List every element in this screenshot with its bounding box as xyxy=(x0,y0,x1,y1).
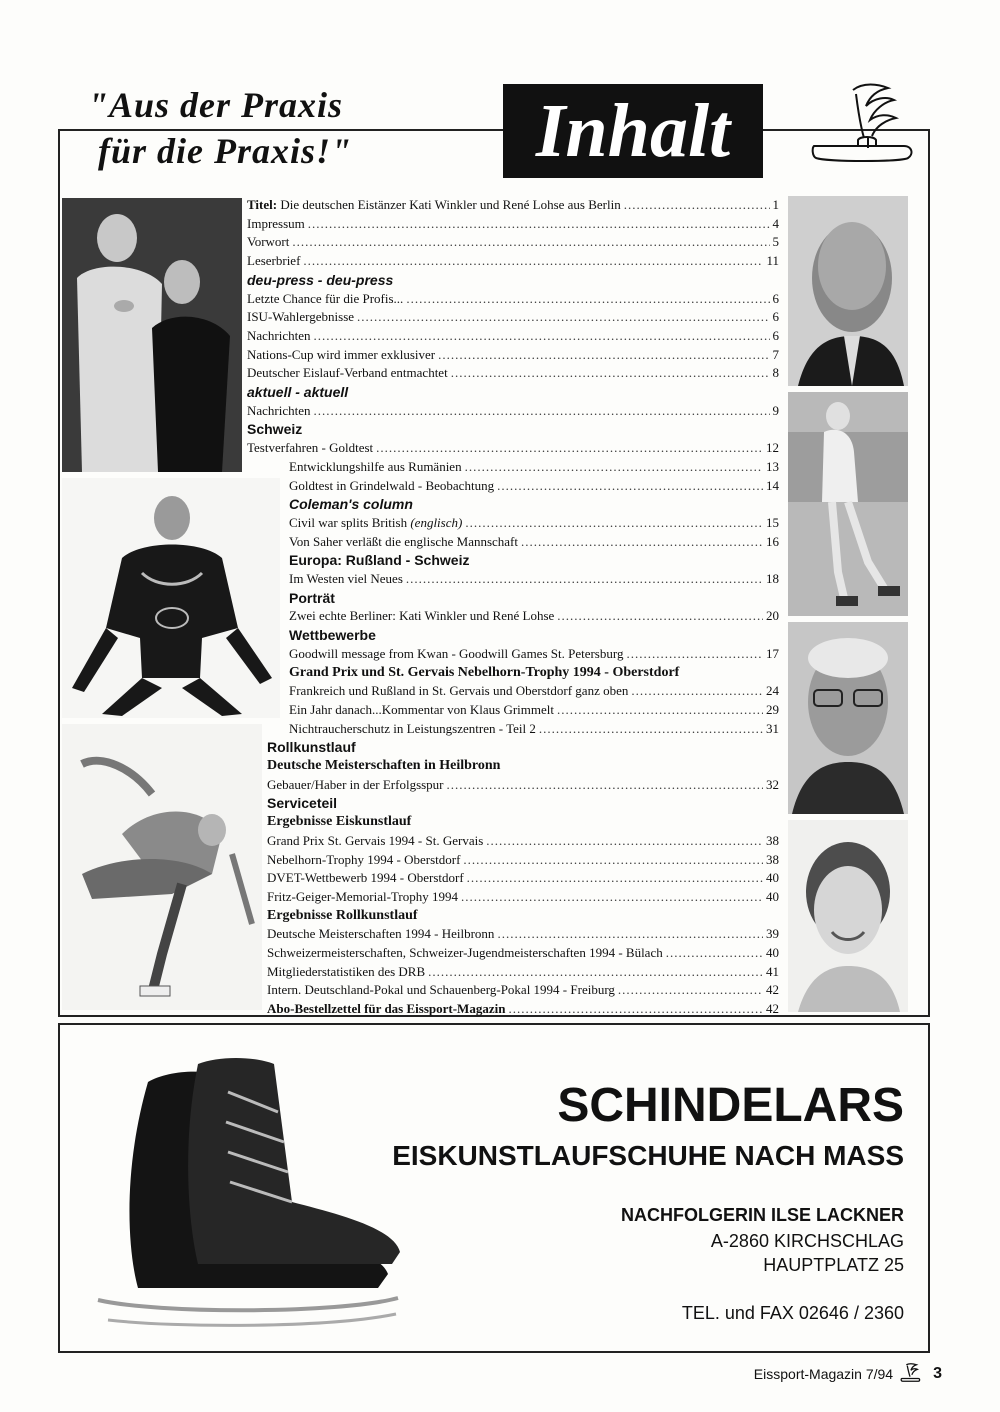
toc-entry[interactable] xyxy=(289,701,779,719)
ad-phone: TEL. und FAX 02646 / 2360 xyxy=(681,1303,904,1323)
toc-page-number: 5 xyxy=(772,234,779,250)
toc-entry-label: Goldtest in Grindelwald - Beobachtung xyxy=(289,477,495,493)
toc-page-number: 41 xyxy=(766,963,779,979)
toc-entry-label: Testverfahren - Goldtest xyxy=(247,440,374,456)
ad-address-line-1: A-2860 KIRCHSCHLAG xyxy=(710,1231,904,1251)
toc-page-number: 24 xyxy=(766,683,779,699)
toc-page-number: 6 xyxy=(772,290,779,306)
toc-entry[interactable] xyxy=(247,215,779,233)
toc-entry-label: Vorwort xyxy=(247,234,290,250)
toc-dot-leader xyxy=(406,570,763,588)
toc-dot-leader xyxy=(314,402,770,420)
photo-man-with-glasses xyxy=(788,622,908,814)
toc-page-number: 7 xyxy=(772,346,779,362)
toc-entry[interactable] xyxy=(267,832,779,850)
toc-page-number: 11 xyxy=(766,253,779,269)
ad-tagline: EISKUNSTLAUFSCHUHE NACH MASS xyxy=(392,1140,904,1171)
toc-entry-label: Abo-Bestellzettel für das Eissport-Magazin xyxy=(267,1001,506,1017)
toc-dot-leader xyxy=(308,215,770,233)
toc-entry[interactable] xyxy=(247,327,779,345)
toc-entry-label: Nachrichten xyxy=(247,402,311,418)
toc-entry-label: Civil war splits British xyxy=(289,514,411,530)
photo-smiling-girl xyxy=(788,820,908,1012)
toc-entry-label: Fritz-Geiger-Memorial-Trophy 1994 xyxy=(267,888,458,904)
toc-page-number: 31 xyxy=(766,720,779,736)
toc-entry-title xyxy=(267,888,458,906)
toc-page-number: 40 xyxy=(766,945,779,960)
toc-page-number: 14 xyxy=(766,477,779,493)
toc-entry-label: Deutsche Meisterschaften 1994 - Heilbronn xyxy=(267,926,495,942)
photo-female-skater-spiral xyxy=(62,724,262,1010)
toc-entry[interactable] xyxy=(289,682,779,700)
toc-entry-title xyxy=(289,533,518,551)
toc-entry[interactable] xyxy=(247,346,779,364)
toc-dot-leader xyxy=(376,439,763,457)
ice-skate-boots-icon xyxy=(78,1052,408,1328)
toc-section-heading: Serviceteil xyxy=(267,795,338,812)
toc-dot-leader xyxy=(463,851,763,869)
toc-entry[interactable] xyxy=(247,233,779,251)
toc-page-number: 18 xyxy=(766,571,779,586)
toc-entry-label: Von Saher verläßt die englische Mannschaft xyxy=(289,533,518,549)
toc-entry-title xyxy=(247,364,448,382)
photo-winkler-lohse-cover xyxy=(62,198,242,472)
toc-entry-title xyxy=(247,308,354,326)
toc-entry-label: Mitgliederstatistiken des DRB xyxy=(267,963,426,979)
toc-section-heading: Schweiz xyxy=(247,421,303,438)
page-footer xyxy=(754,1362,942,1386)
toc-section-heading: Ergebnisse Eiskunstlauf xyxy=(267,814,412,830)
toc-dot-leader xyxy=(428,963,763,981)
toc-entry-label: Die deutschen Eistänzer Kati Winkler und René Lohse aus Berlin xyxy=(277,197,621,212)
toc-dot-leader xyxy=(438,346,769,364)
photo-roller-skater-girl xyxy=(788,392,908,616)
toc-entry[interactable] xyxy=(267,981,779,999)
toc-entry-title xyxy=(247,346,435,364)
toc-entry-label: Grand Prix St. Gervais 1994 - St. Gervais xyxy=(267,832,484,848)
toc-dot-leader xyxy=(357,308,769,326)
toc-entry-label: Frankreich und Rußland in St. Gervais und Oberstdorf ganz oben xyxy=(289,683,629,699)
toc-entry[interactable] xyxy=(289,570,779,588)
toc-dot-leader xyxy=(497,477,763,495)
toc-entry-language-note: (englisch) xyxy=(410,514,463,530)
toc-entry[interactable] xyxy=(247,439,779,457)
toc-dot-leader xyxy=(618,981,763,999)
toc-entry-label: Nachrichten xyxy=(247,327,311,343)
toc-entry[interactable] xyxy=(267,944,779,962)
toc-entry-label: Gebauer/Haber in der Erfolgsspur xyxy=(267,776,444,792)
toc-section-heading: aktuell - aktuell xyxy=(247,384,349,400)
toc-page-number: 4 xyxy=(772,215,779,231)
toc-entry[interactable] xyxy=(267,776,779,794)
toc-page-number: 32 xyxy=(766,776,779,792)
toc-entry[interactable] xyxy=(267,851,779,869)
toc-dot-leader xyxy=(508,1000,763,1018)
toc-dot-leader xyxy=(465,514,763,532)
toc-page-number: 16 xyxy=(766,533,779,549)
toc-entry-title xyxy=(247,327,311,345)
toc-entry-title xyxy=(267,832,483,850)
toc-entry-label: Deutscher Eislauf-Verband entmachtet xyxy=(247,365,448,381)
toc-entry[interactable] xyxy=(289,514,779,532)
toc-entry[interactable] xyxy=(247,308,779,326)
toc-page-number: 12 xyxy=(766,440,779,456)
toc-entry-title xyxy=(267,776,444,794)
ad-brand: SCHINDELARS xyxy=(557,1079,904,1132)
toc-section-heading: Porträt xyxy=(289,589,335,606)
toc-entry[interactable] xyxy=(267,963,779,981)
photo-elderly-man xyxy=(788,196,908,386)
toc-entry[interactable] xyxy=(247,252,779,270)
toc-section-heading: Europa: Rußland - Schweiz xyxy=(289,552,470,569)
toc-entry-title xyxy=(247,402,311,420)
toc-page-number: 15 xyxy=(766,514,779,530)
toc-dot-leader xyxy=(465,458,763,476)
toc-entry-title xyxy=(289,701,554,719)
toc-section-heading: Rollkunstlauf xyxy=(267,739,356,756)
toc-page-number: 38 xyxy=(766,851,779,867)
toc-dot-leader xyxy=(666,944,763,962)
toc-dot-leader xyxy=(557,701,763,719)
toc-entry-title xyxy=(289,682,628,700)
toc-dot-leader xyxy=(406,290,769,308)
toc-entry[interactable] xyxy=(267,888,779,906)
page-title: Inhalt xyxy=(503,84,763,178)
toc-entry-title xyxy=(247,215,305,233)
toc-entry-label: Impressum xyxy=(247,215,305,231)
photo-skater-black-costume xyxy=(62,478,280,718)
toc-page-number: 29 xyxy=(766,701,779,717)
toc-page-number: 40 xyxy=(766,870,779,886)
toc-dot-leader xyxy=(461,888,763,906)
toc-section-heading: Ergebnisse Rollkunstlauf xyxy=(267,907,418,923)
toc-dot-leader xyxy=(497,925,763,943)
toc-page-number: 38 xyxy=(766,832,779,848)
toc-entry-label: Ein Jahr danach...Kommentar von Klaus Grimmelt xyxy=(289,701,554,717)
winged-skate-icon xyxy=(899,1362,921,1387)
toc-entry[interactable] xyxy=(247,364,779,382)
toc-entry-label: ISU-Wahlergebnisse xyxy=(247,309,355,325)
toc-entry-label: Entwicklungshilfe aus Rumänien xyxy=(289,458,462,474)
toc-entry-label: Nichtraucherschutz in Leistungszentren - Teil 2 xyxy=(289,720,536,736)
toc-dot-leader xyxy=(486,832,763,850)
toc-entry-title xyxy=(247,233,289,251)
toc-entry[interactable] xyxy=(289,477,779,495)
toc-dot-leader xyxy=(626,645,763,663)
toc-dot-leader xyxy=(314,327,770,345)
toc-entry-title xyxy=(289,645,623,663)
toc-entry-label: Nations-Cup wird immer exklusiver xyxy=(247,346,436,362)
toc-entry-title xyxy=(267,981,615,999)
toc-entry[interactable] xyxy=(289,458,779,476)
toc-page-number: 13 xyxy=(766,458,779,474)
winged-skate-icon xyxy=(808,80,918,166)
toc-entry-title xyxy=(267,1000,505,1018)
toc-entry-title xyxy=(267,944,663,962)
toc-entry-title xyxy=(289,514,462,532)
toc-entry[interactable] xyxy=(247,196,779,214)
toc-entry-title xyxy=(267,925,494,943)
toc-entry[interactable] xyxy=(247,290,779,308)
toc-entry-title xyxy=(247,252,300,270)
toc-page-number: 20 xyxy=(766,608,779,624)
toc-entry[interactable] xyxy=(289,533,779,551)
toc-dot-leader xyxy=(539,720,763,738)
toc-entry[interactable] xyxy=(289,720,779,738)
toc-entry[interactable] xyxy=(267,1000,779,1018)
slogan-line-1: "Aus der Praxis xyxy=(88,85,344,125)
toc-entry-title xyxy=(267,851,460,869)
toc-dot-leader xyxy=(303,252,763,270)
toc-page-number: 6 xyxy=(772,309,779,325)
toc-section-heading: Deutsche Meisterschaften in Heilbronn xyxy=(267,758,501,773)
toc-page-number: 9 xyxy=(772,402,779,418)
ad-successor: NACHFOLGERIN ILSE LACKNER xyxy=(621,1205,904,1225)
toc-page-number: 42 xyxy=(766,982,779,998)
toc-page-number: 17 xyxy=(766,645,779,661)
toc-entry-label: Intern. Deutschland-Pokal und Schauenberg-Pokal 1994 - Freiburg xyxy=(267,982,615,998)
toc-entry-title xyxy=(247,439,373,457)
toc-page-number: 8 xyxy=(772,365,779,381)
toc-dot-leader xyxy=(447,776,763,794)
toc-dot-leader xyxy=(624,196,770,214)
toc-entry-title xyxy=(247,290,403,308)
toc-dot-leader xyxy=(521,533,763,551)
toc-entry-prefix: Titel: xyxy=(247,197,278,212)
toc-dot-leader xyxy=(292,233,769,251)
page-number: 3 xyxy=(933,1365,942,1382)
toc-dot-leader xyxy=(451,364,770,382)
toc-section-heading: deu-press - deu-press xyxy=(247,271,394,288)
toc-entry[interactable] xyxy=(267,869,779,887)
toc-dot-leader xyxy=(557,607,763,625)
toc-entry[interactable] xyxy=(289,645,779,663)
toc-entry[interactable] xyxy=(267,925,779,943)
toc-entry-label: Letzte Chance für die Profis... xyxy=(247,290,404,306)
toc-page-number: 39 xyxy=(766,926,779,942)
toc-entry-label: Nebelhorn-Trophy 1994 - Oberstdorf xyxy=(267,851,461,867)
toc-section-heading: Grand Prix und St. Gervais Nebelhorn-Trophy 1994 - Oberstdorf xyxy=(289,664,680,680)
toc-entry-title xyxy=(289,477,494,495)
toc-page-number: 42 xyxy=(766,1001,779,1017)
toc-page-number: 6 xyxy=(772,327,779,343)
ad-address-line-2: HAUPTPLATZ 25 xyxy=(763,1255,904,1275)
slogan-line-2: für die Praxis!" xyxy=(98,131,353,171)
toc-dot-leader xyxy=(467,869,763,887)
toc-section-heading: Wettbewerbe xyxy=(289,627,376,644)
toc-entry-label: Goodwill message from Kwan - Goodwill Games St. Petersburg xyxy=(289,645,624,661)
toc-entry-title xyxy=(267,869,464,887)
toc-page-number: 1 xyxy=(772,197,779,212)
toc-dot-leader xyxy=(631,682,763,700)
toc-entry[interactable] xyxy=(247,402,779,420)
magazine-issue: Eissport-Magazin 7/94 xyxy=(753,1366,894,1382)
toc-entry-label: Leserbrief xyxy=(247,253,301,269)
toc-entry[interactable] xyxy=(289,607,779,625)
toc-entry-label: DVET-Wettbewerb 1994 - Oberstdorf xyxy=(267,870,464,886)
toc-entry-title xyxy=(289,458,462,476)
toc-entry-title xyxy=(289,720,536,738)
toc-entry-label: Im Westen viel Neues xyxy=(289,571,403,586)
toc-entry-title xyxy=(289,570,403,588)
toc-page-number: 40 xyxy=(766,888,779,904)
toc-entry-label: Zwei echte Berliner: Kati Winkler und René Lohse xyxy=(289,608,555,624)
toc-section-heading: Coleman's column xyxy=(289,496,413,513)
toc-entry-title xyxy=(247,196,621,214)
toc-entry-title xyxy=(267,963,425,981)
toc-entry-title xyxy=(289,607,554,625)
toc-entry-label: Schweizermeisterschaften, Schweizer-Jugendmeisterschaften 1994 - Bülach xyxy=(267,945,663,960)
